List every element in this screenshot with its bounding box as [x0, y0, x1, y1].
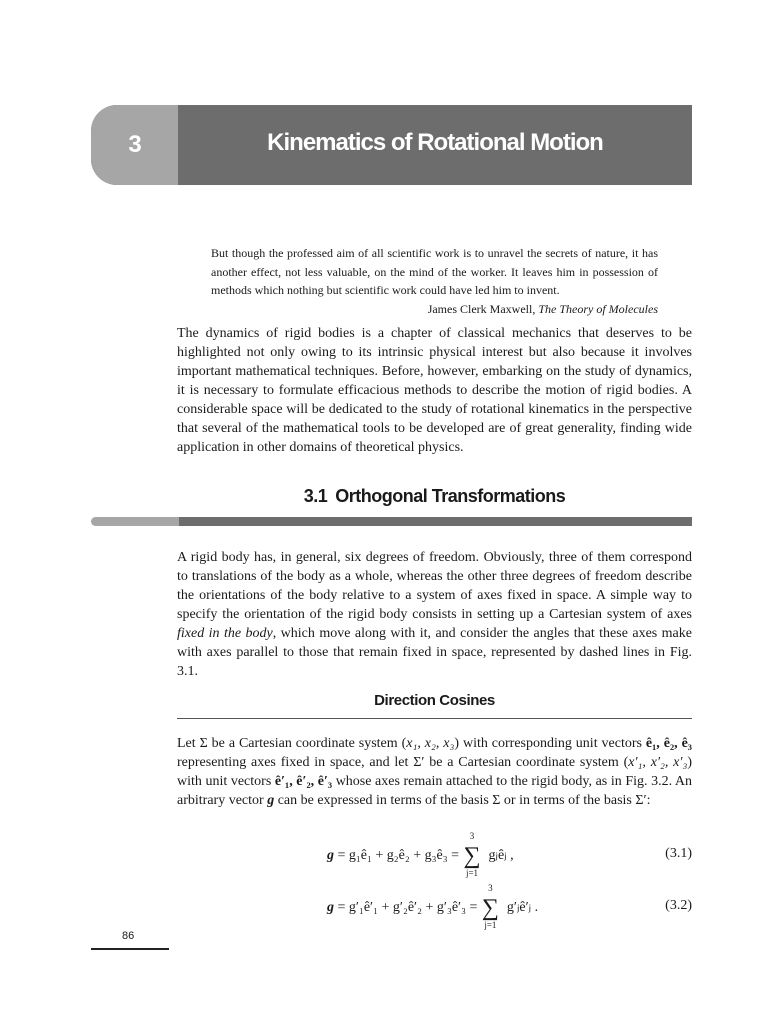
sum-lower: j=1 [484, 920, 497, 930]
epigraph-work: The Theory of Molecules [538, 301, 658, 316]
section-number: 3.1 [303, 486, 328, 506]
vector-g: g [267, 793, 275, 808]
epigraph [211, 244, 658, 318]
equation-body [327, 831, 514, 878]
equation-summand: gⱼêⱼ , [485, 848, 514, 864]
sum-symbol: ∑ [481, 895, 499, 921]
section-rule [179, 517, 692, 526]
epigraph-author: James Clerk Maxwell, [427, 301, 539, 316]
subsection-text-c: representing axes fixed in space, and let Σ′ be a Cartesian coordinate system ( [177, 755, 629, 770]
section-rule-accent [91, 517, 179, 526]
equation-lhs: g [327, 848, 334, 864]
subsection-rule [177, 718, 692, 719]
chapter-banner [91, 105, 692, 185]
equation-body [327, 883, 539, 930]
intro-paragraph: The dynamics of rigid bodies is a chapter of classical mechanics that deserves to be highlighted not only owing to its intrinsic physical interest but also because it involves important mathematical techniques. Before, however, embarking on the study of dynamics, it is necessary to formulate efficacious methods to describe the motion of rigid bodies. A considerable space will be dedicated to the study of rotational kinematics in the perspective that several of the mathematical tools to be developed are of great generality, finding wide application in other domains of theoretical physics. [177, 326, 692, 455]
equation-rhs: = g₁ê₁ + g₂ê₂ + g₃ê₃ = [334, 848, 460, 864]
section-paragraph [177, 548, 692, 681]
sum-lower: j=1 [465, 868, 479, 878]
section-title: Orthogonal Transformations [335, 486, 566, 506]
subsection-text-f: can be expressed in terms of the basis Σ or in terms of the basis Σ′: [274, 793, 651, 808]
unit-vectors-body: ê′₁, ê′₂, ê′₃ [274, 774, 333, 789]
page-number: 86 [122, 930, 135, 942]
equation-number: (3.1) [665, 846, 692, 861]
chapter-title: Kinematics of Rotational Motion [267, 129, 603, 156]
subsection-text-b: ) with corresponding unit vectors [454, 736, 646, 751]
subsection-text-d: ) with unit vectors [177, 755, 692, 789]
equation-3-2 [177, 883, 692, 930]
summation [461, 831, 483, 878]
summation [479, 883, 501, 930]
sum-upper: 3 [469, 831, 475, 841]
chapter-number-box [91, 105, 178, 185]
section-paragraph-text: A rigid body has, in general, six degrees of freedom. Obviously, three of them correspond to translations of the body as a whole, whereas the other three degrees of freedom describe the orientations of the body relative to a system of axes fixed in space. A simple way to specify the orientation of the rigid body consists in setting up a Cartesian system of axes [177, 550, 692, 622]
equation-number: (3.2) [665, 898, 692, 913]
subsection-heading: Direction Cosines [374, 692, 495, 709]
sum-upper: 3 [488, 883, 493, 893]
equation-rhs: = g′₁ê′₁ + g′₂ê′₂ + g′₃ê′₃ = [334, 900, 478, 916]
coords-fixed: x₁, x₂, x₃ [406, 736, 455, 751]
chapter-number: 3 [128, 131, 141, 158]
section-paragraph-emphasis: fixed in the body [177, 626, 273, 641]
epigraph-attribution [211, 300, 658, 319]
equation-3-1 [177, 831, 692, 878]
subsection-text-a: Let Σ be a Cartesian coordinate system ( [177, 736, 407, 751]
section-heading [177, 486, 692, 507]
unit-vectors-fixed: ê₁, ê₂, ê₃ [645, 736, 692, 751]
page-number-rule [91, 948, 169, 950]
coords-body: x′₁, x′₂, x′₃ [628, 755, 688, 770]
equation-lhs: g [327, 900, 334, 916]
subsection-paragraph [177, 734, 692, 810]
section-paragraph-text-end: , which move along with it, and consider the angles that these axes make with axes parallel to those that remain fixed in space, represented by dashed lines in Fig. 3.1. [177, 626, 692, 679]
subsection-text-e: whose axes remain attached to the rigid body, as in Fig. 3.2. An arbitrary vector [177, 774, 693, 808]
sum-symbol: ∑ [463, 843, 481, 869]
equation-summand: g′ⱼê′ⱼ . [503, 900, 539, 916]
epigraph-quote: But though the professed aim of all scientific work is to unravel the secrets of nature, it has another effect, not less valuable, on the mind of the worker. It leaves him in possession of methods which nothing but scientific work could have led him to invent. [211, 246, 658, 297]
